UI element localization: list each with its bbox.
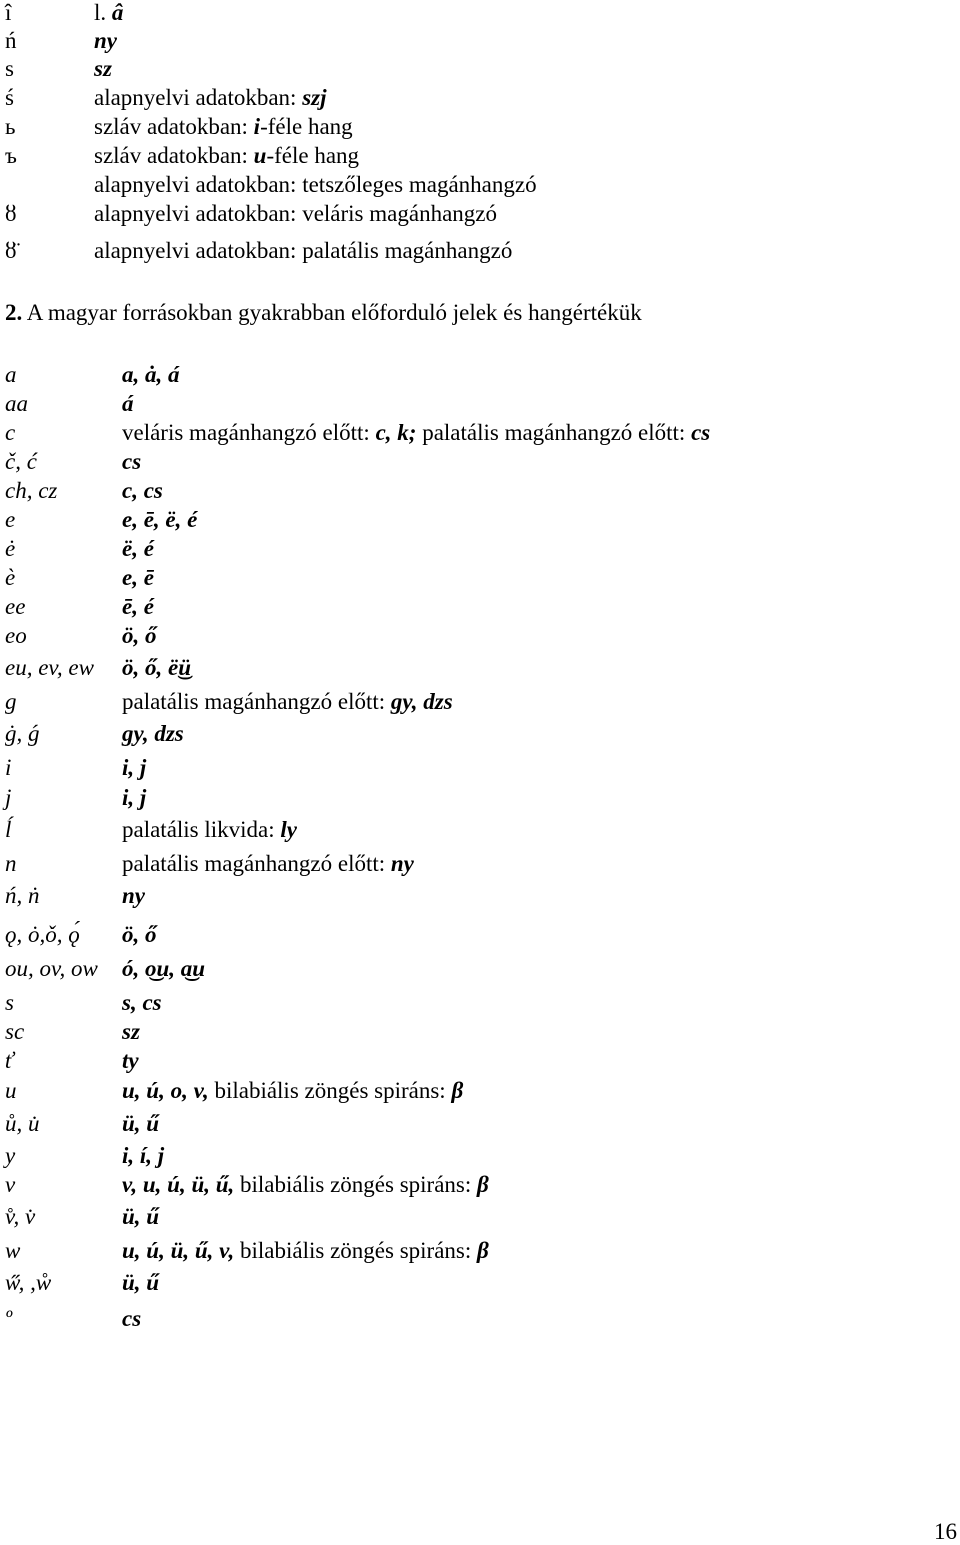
section1-row-value [94, 172, 537, 198]
value-segment: β [477, 1172, 489, 1197]
section1-row-symbol: ś [5, 85, 14, 110]
section2-row-value [122, 689, 453, 715]
value-segment: cs [122, 1306, 142, 1331]
section2-row-value [122, 1270, 159, 1296]
value-segment: β [477, 1238, 489, 1263]
section2-row-value [122, 851, 414, 877]
section2-row-value [122, 1306, 141, 1332]
section2-row-symbol: ė [5, 536, 16, 561]
value-segment: alapnyelvi adatokban: [94, 85, 303, 110]
section2-row-symbol: s [5, 990, 14, 1015]
section1-row-symbol: ь [5, 114, 16, 139]
section2-row-value [122, 1111, 159, 1137]
section2-row-symbol: i [5, 755, 12, 780]
section1-row-value [94, 201, 497, 227]
section1-row-symbol: ȣ [5, 201, 17, 226]
value-segment: β [451, 1078, 464, 1103]
value-segment: alapnyelvi adatokban: palatális magánhangzó [94, 238, 513, 263]
value-segment: ny [94, 28, 117, 53]
value-segment: i, j [122, 785, 147, 810]
section2-row-symbol: č, ć [5, 449, 37, 474]
section2-row-value [122, 594, 154, 620]
section2-row-symbol: u [5, 1078, 17, 1103]
value-segment: alapnyelvi adatokban: veláris magánhangzó [94, 201, 497, 226]
section2-row-value [122, 817, 297, 843]
section2-row-symbol: w̋, ,ẘ [5, 1270, 52, 1295]
value-segment: i, j [122, 755, 147, 780]
section2-row-symbol: ǫ, ȯ,ǒ, ǫ́ [5, 922, 80, 947]
value-segment: bilabiális zöngés spiráns: [234, 1238, 478, 1263]
value-segment: l. [94, 0, 112, 25]
section2-row-value [122, 507, 197, 533]
value-segment: szj [302, 85, 327, 110]
section2-row-symbol: g [5, 689, 17, 714]
section2-row-symbol: v [5, 1172, 16, 1197]
value-segment: a, ȧ, á [122, 362, 180, 387]
section2-row-value [122, 623, 157, 649]
value-segment: ö, ő [122, 623, 157, 648]
value-segment: cs [691, 420, 711, 445]
value-segment: ü, ű [122, 1270, 160, 1295]
section2-row-value [122, 785, 146, 811]
value-segment: ny [122, 883, 145, 908]
value-segment: alapnyelvi adatokban: tetszőleges magánhangzó [94, 172, 537, 197]
value-segment: ö, ő [122, 922, 157, 947]
value-segment: ly [280, 817, 298, 842]
section2-row-symbol: ou, ov, ow [5, 956, 98, 981]
section2-row-value [122, 1143, 164, 1169]
value-segment: ó, o͜u, a͜u [122, 956, 206, 981]
value-segment: palatális magánhangzó előtt: [416, 420, 692, 445]
value-segment: palatális magánhangzó előtt: [122, 851, 391, 876]
section2-row-value [122, 478, 163, 504]
section2-row-value [122, 922, 157, 948]
value-segment: szláv adatokban: [94, 143, 254, 168]
value-segment: gy, dzs [390, 689, 453, 714]
value-segment: u, ú, ü, ű, v, [122, 1238, 235, 1263]
value-segment: e, ē, ë, é [122, 507, 198, 532]
section2-row-symbol: e [5, 507, 16, 532]
value-segment: bilabiális zöngés spiráns: [208, 1078, 452, 1103]
section2-row-symbol: ń, ṅ [5, 883, 40, 908]
section2-row-symbol: ch, cz [5, 478, 58, 503]
value-segment: ty [122, 1048, 139, 1073]
section1-row-symbol: ъ [5, 143, 17, 168]
section1-row-value [94, 28, 117, 54]
section2-row-symbol: aa [5, 391, 28, 416]
value-segment: ë, é [122, 536, 154, 561]
section2-row-symbol: v̊, v̇ [5, 1204, 36, 1229]
value-segment: sz [94, 56, 112, 81]
value-segment: -féle hang [266, 143, 360, 168]
section2-row-value [122, 1078, 463, 1104]
value-segment: u [253, 143, 267, 168]
section1-row-symbol: î [5, 0, 12, 25]
section-number: 2. [5, 300, 23, 325]
value-segment: ü, ű [122, 1204, 160, 1229]
section2-row-symbol: eo [5, 623, 27, 648]
value-segment: palatális likvida: [122, 817, 281, 842]
value-segment: ü, ű [122, 1111, 160, 1136]
section2-row-value [122, 565, 154, 591]
section2-row-symbol: n [5, 851, 17, 876]
section-2-heading [5, 300, 642, 326]
section2-row-value [122, 956, 205, 982]
section2-row-value [122, 721, 184, 747]
value-segment: â [111, 0, 124, 25]
value-segment: ny [390, 851, 414, 876]
section2-row-value [122, 1019, 140, 1045]
section1-row-value [94, 114, 353, 140]
section2-row-symbol: è [5, 565, 16, 590]
section2-row-value [122, 420, 710, 446]
section1-row-value [94, 143, 359, 169]
value-segment: á [122, 391, 134, 416]
section1-row-symbol: ȣ̈ [5, 238, 17, 263]
section2-row-value [122, 990, 162, 1016]
value-segment: -féle hang [260, 114, 353, 139]
section2-row-symbol: w [5, 1238, 21, 1263]
value-segment: cs [122, 449, 142, 474]
section2-row-symbol: eu, ev, ew [5, 655, 94, 680]
value-segment: veláris magánhangzó előtt: [122, 420, 376, 445]
section2-row-value [122, 536, 154, 562]
section1-row-value [94, 85, 327, 111]
section2-row-value [122, 1172, 489, 1198]
value-segment: c, k; [375, 420, 417, 445]
section2-row-symbol: ů, u̇ [5, 1111, 40, 1136]
section2-row-value [122, 755, 146, 781]
value-segment: ö, ő, ë͜ü [122, 655, 191, 680]
section2-row-symbol: ġ, ǵ [5, 721, 40, 746]
section1-row-value [94, 238, 512, 264]
section-title: A magyar forrásokban gyakrabban előforduló jelek és hangértékük [26, 300, 642, 325]
section2-row-value [122, 1238, 489, 1264]
value-segment: i [253, 114, 261, 139]
section1-row-symbol: s [5, 56, 14, 81]
value-segment: e, ē [122, 565, 154, 590]
value-segment: sz [122, 1019, 140, 1044]
section2-row-symbol: j [5, 785, 12, 810]
value-segment: ē, é [122, 594, 154, 619]
section2-row-symbol: ĺ [5, 817, 12, 842]
value-segment: c, cs [122, 478, 163, 503]
value-segment: szláv adatokban: [94, 114, 254, 139]
value-segment: palatális magánhangzó előtt: [122, 689, 391, 714]
section2-row-value [122, 449, 141, 475]
section1-row-symbol: ń [5, 28, 17, 53]
value-segment: i, í, j [122, 1143, 165, 1168]
page-number: 16 [934, 1519, 957, 1544]
section2-row-symbol: ť [5, 1048, 14, 1073]
section1-row-value [94, 56, 112, 82]
section2-row-value [122, 883, 145, 909]
section2-row-symbol: sc [5, 1019, 25, 1044]
value-segment: gy, dzs [122, 721, 184, 746]
section2-row-value [122, 362, 180, 388]
section2-row-value [122, 391, 134, 417]
section1-row-value [94, 0, 123, 26]
section2-row-value [122, 1048, 139, 1074]
value-segment: bilabiális zöngés spiráns: [234, 1172, 478, 1197]
value-segment: u, ú, o, v, [122, 1078, 209, 1103]
section2-row-value [122, 655, 191, 681]
value-segment: s, cs [122, 990, 162, 1015]
section2-row-symbol: º [5, 1306, 13, 1331]
section2-row-symbol: ee [5, 594, 26, 619]
section2-row-symbol: c [5, 420, 16, 445]
section2-row-symbol: y [5, 1143, 16, 1168]
value-segment: v, u, ú, ü, ű, [122, 1172, 235, 1197]
section2-row-value [122, 1204, 159, 1230]
section2-row-symbol: a [5, 362, 17, 387]
